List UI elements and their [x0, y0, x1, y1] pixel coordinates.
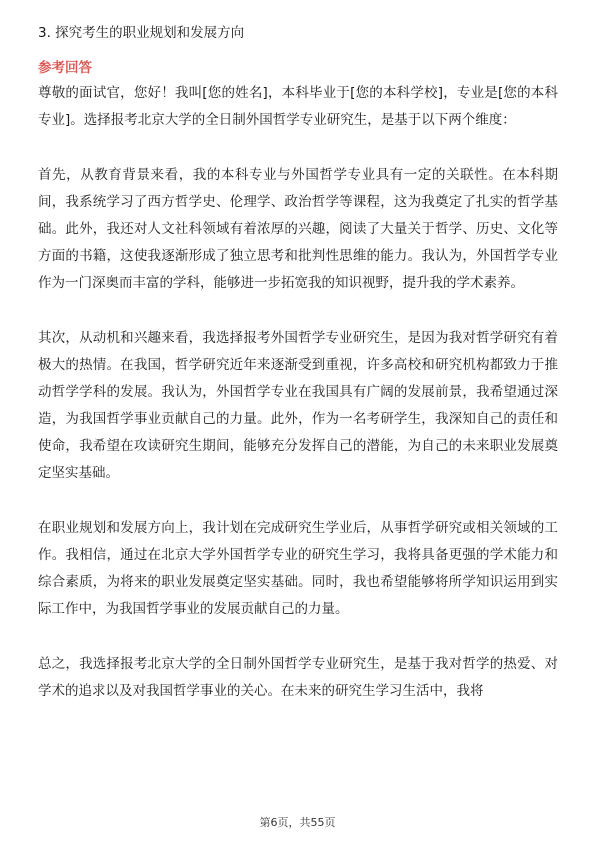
paragraph-gap — [38, 297, 558, 325]
page-number-footer: 第6页，共55页 — [259, 816, 336, 829]
answer-label: 参考回答 — [38, 60, 92, 76]
paragraph-gap — [38, 134, 558, 162]
paragraph-motivation: 其次，从动机和兴趣来看，我选择报考外国哲学专业研究生，是因为我对哲学研究有着极大的热情。在我国，哲学研究近年来逐渐受到重视，许多高校和研究机构都致力于推动哲学学科的发展。我认为，外国哲学专业在我国具有广阔的发展前景，我希望通过深造，为我国哲学事业贡献自己的力量。此外，作为一名考研学生，我深知自己的责任和使命，我希望在攻读研究生期间，能够充分发挥自己的潜能，为自己的未来职业发展奠定坚实基础。 — [38, 330, 558, 481]
paragraph-conclusion: 总之，我选择报考北京大学的全日制外国哲学专业研究生，是基于我对哲学的热爱、对学术的追求以及对我国哲学事业的关心。在未来的研究生学习生活中，我将 — [38, 656, 558, 699]
paragraph-intro: 尊敬的面试官，您好！我叫[您的姓名]，本科毕业于[您的本科学校]，专业是[您的本科专业]。选择报考北京大学的全日制外国哲学专业研究生，是基于以下两个维度： — [38, 85, 558, 128]
paragraph-education: 首先，从教育背景来看，我的本科专业与外国哲学专业具有一定的关联性。在本科期间，我系统学习了西方哲学史、伦理学、政治哲学等课程，这为我奠定了扎实的哲学基础。此外，我还对人文社科领域有着浓厚的兴趣，阅读了大量关于哲学、历史、文化等方面的书籍，这使我逐渐形成了独立思考和批判性思维的能力。我认为，外国哲学专业作为一门深奥而丰富的学科，能够进一步拓宽我的知识视野，提升我的学术素养。 — [38, 167, 558, 291]
paragraph-gap — [38, 487, 558, 515]
paragraph-gap — [38, 623, 558, 651]
paragraph-career-plan: 在职业规划和发展方向上，我计划在完成研究生学业后，从事哲学研究或相关领域的工作。我相信，通过在北京大学外国哲学专业的研究生学习，我将具备更强的学术能力和综合素质，为将来的职业发展奠定坚实基础。同时，我也希望能够将所学知识运用到实际工作中，为我国哲学事业的发展贡献自己的力量。 — [38, 520, 558, 617]
question-heading: 3. 探究考生的职业规划和发展方向 — [38, 25, 245, 41]
document-page — [38, 22, 558, 705]
